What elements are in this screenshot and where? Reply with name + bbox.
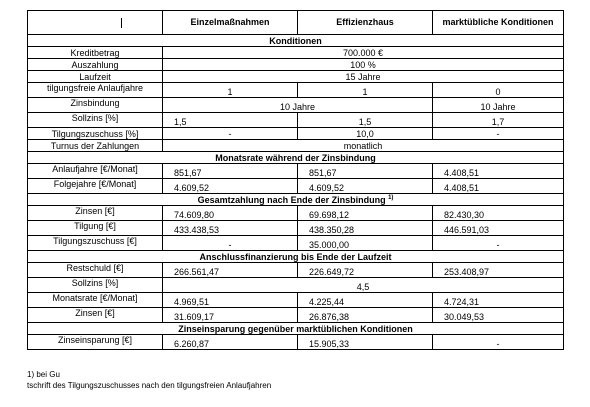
table-row — [28, 140, 564, 152]
table-row — [28, 308, 564, 323]
row-label-tilgung: Tilgung [€] — [28, 221, 163, 236]
row-label-anlaufjahre: Anlaufjahre [€/Monat] — [28, 164, 163, 179]
value-cell: 1,5 — [298, 113, 433, 128]
value-cell: 253.408,97 — [433, 263, 564, 278]
value-cell: 266.561,47 — [163, 263, 298, 278]
row-label-folgejahre: Folgejahre [€/Monat] — [28, 179, 163, 194]
row-label-zinsbindung: Zinsbindung — [28, 98, 163, 113]
value-cell: 1,5 — [163, 113, 298, 128]
section-title-monatsrate: Monatsrate während der Zinsbindung — [28, 152, 564, 164]
value-cell: 4.609,52 — [298, 179, 433, 194]
value-cell: 26.876,38 — [298, 308, 433, 323]
section-row — [28, 251, 564, 263]
value-turnus: monatlich — [163, 140, 564, 152]
row-label-kreditbetrag: Kreditbetrag — [28, 47, 163, 59]
value-cell: 15.905,33 — [298, 335, 433, 350]
header-effizienzhaus: Effizienzhaus — [298, 11, 433, 35]
value-cell: - — [163, 128, 298, 140]
row-label-auszahlung: Auszahlung — [28, 59, 163, 71]
table-row — [28, 221, 564, 236]
value-cell: 6.260,87 — [163, 335, 298, 350]
row-label-sollzins-anschluss: Sollzins [%] — [28, 278, 163, 293]
table-row — [28, 71, 564, 83]
section-title-zinseinsparung: Zinseinsparung gegenüber marktüblichen Konditionen — [28, 323, 564, 335]
row-label-tilgungszuschuss-eur: Tilgungszuschuss [€] — [28, 236, 163, 251]
section-row — [28, 35, 564, 47]
row-label-turnus: Turnus der Zahlungen — [28, 140, 163, 152]
value-cell: 74.609,80 — [163, 206, 298, 221]
footnote-line-1: 1) bei Gu — [27, 370, 60, 379]
table-row — [28, 263, 564, 278]
row-label-sollzins: Sollzins [%] — [28, 113, 163, 128]
value-cell: - — [433, 128, 564, 140]
value-cell: 4.609,52 — [163, 179, 298, 194]
value-cell: - — [433, 335, 564, 350]
value-cell: 0 — [433, 83, 564, 98]
row-label-zinsen: Zinsen [€] — [28, 206, 163, 221]
table-row — [28, 128, 564, 140]
row-label-tilgungszuschuss: Tilgungszuschuss [%] — [28, 128, 163, 140]
value-kreditbetrag: 700.000 € — [163, 47, 564, 59]
value-cell: 1 — [163, 83, 298, 98]
section-title-text: Gesamtzahlung nach Ende der Zinsbindung — [197, 194, 386, 205]
value-cell: 82.430,30 — [433, 206, 564, 221]
value-cell: 446.591,03 — [433, 221, 564, 236]
table-row — [28, 47, 564, 59]
section-title-gesamtzahlung — [28, 194, 564, 206]
value-cell: 35.000,00 — [298, 236, 433, 251]
section-row — [28, 323, 564, 335]
header-einzelmassnahmen: Einzelmaßnahmen — [163, 11, 298, 35]
table-row — [28, 335, 564, 350]
footnote-marker: 1) — [388, 194, 394, 201]
value-cell: 10,0 — [298, 128, 433, 140]
row-label-zinsen-anschluss: Zinsen [€] — [28, 308, 163, 323]
value-zinsbindung-shared: 10 Jahre — [163, 98, 433, 113]
table-row — [28, 164, 564, 179]
value-cell: 4.408,51 — [433, 164, 564, 179]
value-cell: 438.350,28 — [298, 221, 433, 236]
table-row — [28, 179, 564, 194]
table-header-row — [28, 11, 564, 35]
value-zinsbindung-market: 10 Jahre — [433, 98, 564, 113]
value-cell: 4.724,31 — [433, 293, 564, 308]
table-row — [28, 113, 564, 128]
value-cell: 851,67 — [163, 164, 298, 179]
table-row — [28, 206, 564, 221]
value-cell: 851,67 — [298, 164, 433, 179]
row-label-zinseinsparung: Zinseinsparung [€] — [28, 335, 163, 350]
table-row — [28, 293, 564, 308]
row-label-laufzeit: Laufzeit — [28, 71, 163, 83]
value-cell: 30.049,53 — [433, 308, 564, 323]
table-row — [28, 83, 564, 98]
value-cell: 4.408,51 — [433, 179, 564, 194]
value-cell: 1,7 — [433, 113, 564, 128]
footnote-line-2: tschrift des Tilgungszuschusses nach den tilgungsfreien Anlaufjahren — [27, 381, 272, 390]
value-cell: 69.698,12 — [298, 206, 433, 221]
value-cell: 4.225,44 — [298, 293, 433, 308]
row-label-monatsrate: Monatsrate [€/Monat] — [28, 293, 163, 308]
value-laufzeit: 15 Jahre — [163, 71, 564, 83]
table-row — [28, 278, 564, 293]
value-sollzins-anschluss: 4,5 — [163, 278, 564, 293]
header-marktueblich: marktübliche Konditionen — [433, 11, 564, 35]
value-cell: - — [163, 236, 298, 251]
section-row — [28, 152, 564, 164]
value-cell: 31.609,17 — [163, 308, 298, 323]
header-cell-empty — [28, 11, 163, 35]
row-label-tilgungsfrei: tilgungsfreie Anlaufjahre — [28, 83, 163, 98]
financing-comparison-table — [27, 10, 564, 350]
value-cell: 1 — [298, 83, 433, 98]
section-row — [28, 194, 564, 206]
row-label-restschuld: Restschuld [€] — [28, 263, 163, 278]
section-title-konditionen: Konditionen — [28, 35, 564, 47]
table-row — [28, 59, 564, 71]
value-cell: 4.969,51 — [163, 293, 298, 308]
table-row — [28, 236, 564, 251]
text-cursor — [121, 18, 122, 28]
section-title-anschluss: Anschlussfinanzierung bis Ende der Laufzeit — [28, 251, 564, 263]
value-cell: 433.438,53 — [163, 221, 298, 236]
value-cell: - — [433, 236, 564, 251]
value-auszahlung: 100 % — [163, 59, 564, 71]
value-cell: 226.649,72 — [298, 263, 433, 278]
table-row — [28, 98, 564, 113]
